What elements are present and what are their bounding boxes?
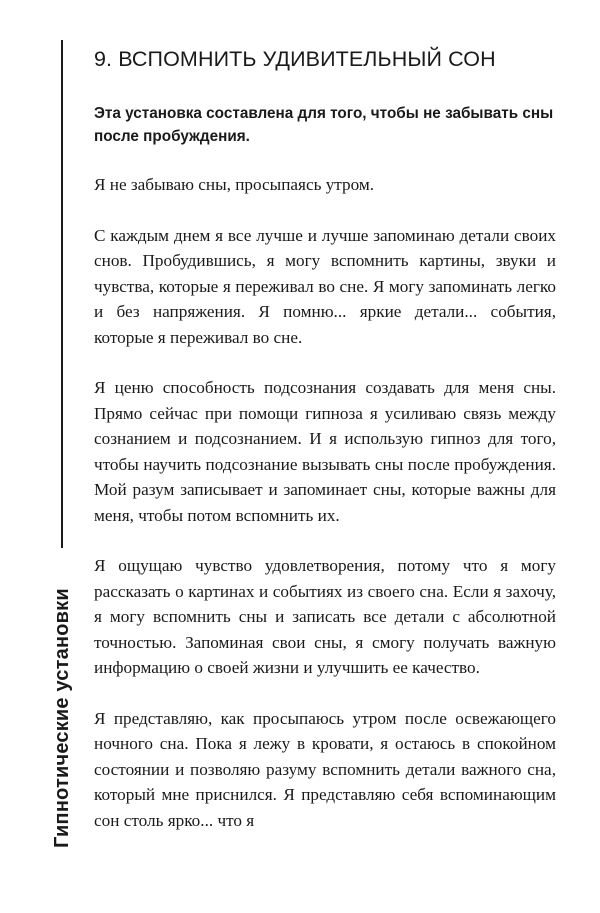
body-paragraph-1: Я не забываю сны, просыпаясь утром. <box>94 175 375 194</box>
body-paragraph-5: Я представляю, как просыпаюсь утром после освежающего ночного сна. Пока я лежу в кровати, я остаюсь в спокойном состоянии и позволяю разуму вспомнить детали важного сна, который мне приснился. Я представляю себя вспоминающим сон столь ярко... что я <box>94 708 556 830</box>
body-paragraph-3: Я ценю способность подсознания создавать для меня сны. Прямо сейчас при помощи гипноза я усиливаю связь между сознанием и подсознанием. И я использую гипноз для того, чтобы научить подсознание вызывать сны после пробуждения. Мой разум записывает и запоминает сны, которые важны для меня, чтобы потом вспомнить их. <box>94 378 556 525</box>
chapter-intro: Эта установка составлена для того, чтобы не забывать сны после пробуждения. <box>94 105 554 145</box>
page-content <box>94 42 556 858</box>
running-head-section-label: Гипнотические установки <box>51 588 73 848</box>
chapter-title: 9. ВСПОМНИТЬ УДИВИТЕЛЬНЫЙ СОН <box>94 47 496 71</box>
side-rule-divider <box>61 40 63 548</box>
body-paragraph-4: Я ощущаю чувство удовлетворения, потому что я могу рассказать о картинах и событиях из своего сна. Если я захочу, я могу вспомнить сны и записать все детали с абсолютной точностью. Запоминая свои сны, я смогу получать важную информацию о своей жизни и улучшить ее качество. <box>94 556 556 677</box>
body-paragraph-2: С каждым днем я все лучше и лучше запоминаю детали своих снов. Пробудившись, я могу вспомнить картины, звуки и чувства, которые я переживал во сне. Я могу запоминать легко и без напряжения. Я помню... яркие детали... события, которые я переживал во сне. <box>94 225 556 347</box>
